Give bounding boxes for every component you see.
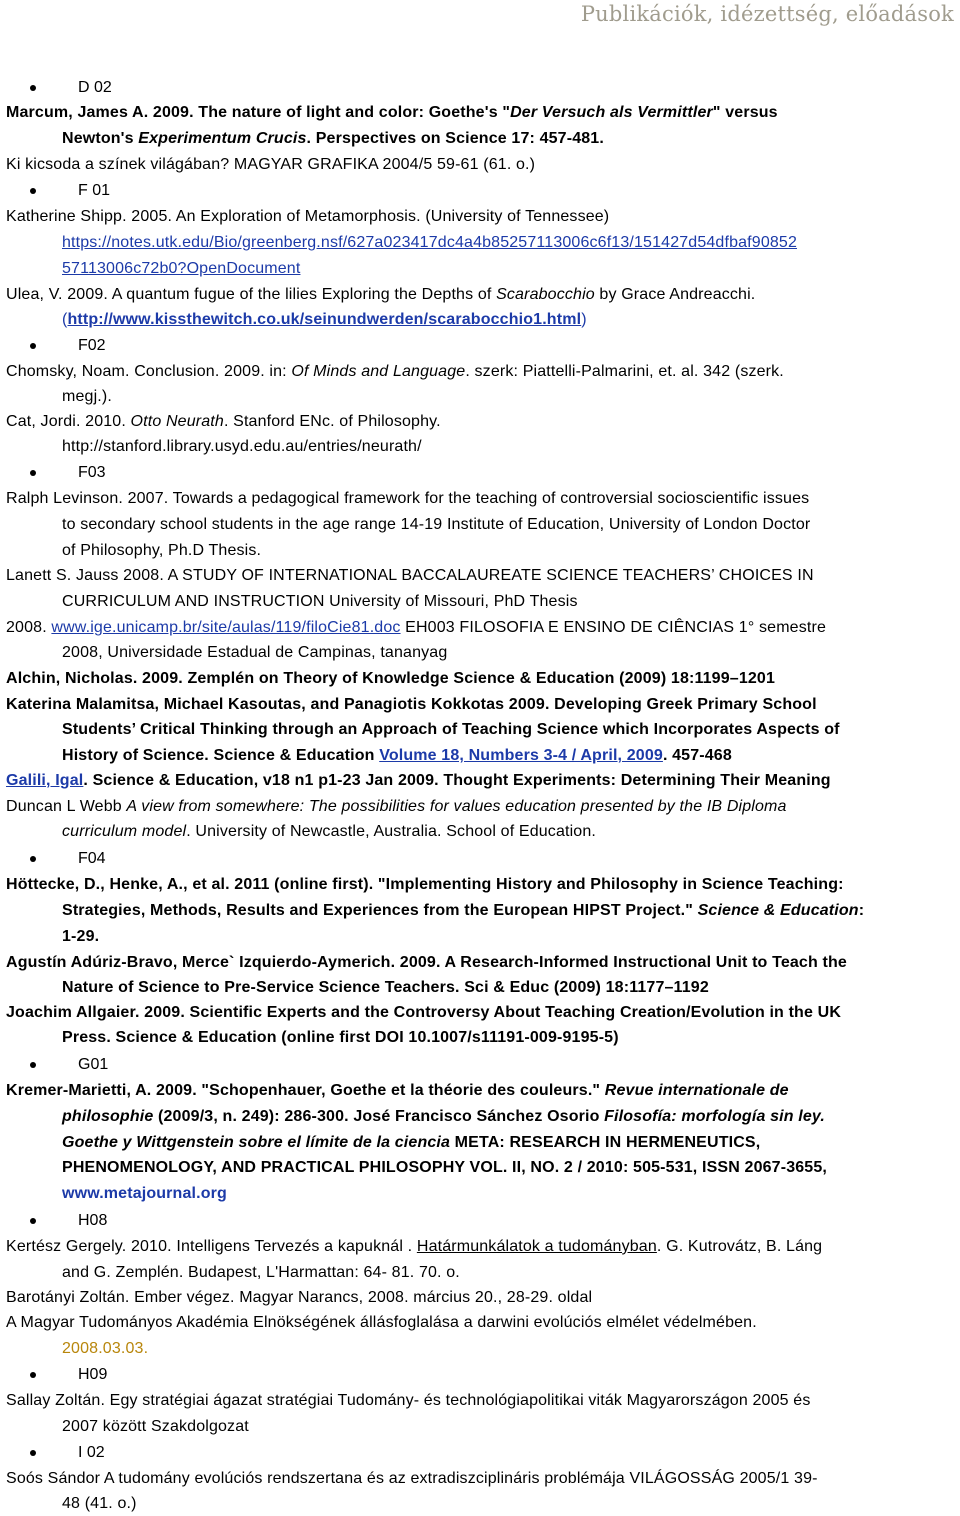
reference-line: Joachim Allgaier. 2009. Scientific Experts and the Controversy About Teaching Creation/Evolution in the UK	[6, 1004, 842, 1021]
reference-date: 2008.03.03.	[62, 1340, 149, 1357]
reference-line: (http://www.kissthewitch.co.uk/seinundwerden/scarabocchio1.html)	[62, 311, 587, 328]
reference-line: Chomsky, Noam. Conclusion. 2009. in: Of Minds and Language. szerk: Piattelli-Palmarini, et. al. 342 (szerk.	[6, 363, 784, 380]
bullet-label: G01	[78, 1056, 109, 1073]
bullet-label: H09	[78, 1366, 108, 1383]
bullet-icon	[30, 470, 36, 476]
reference-link[interactable]: Határmunkálatok a tudományban	[416, 1238, 657, 1255]
bullet-label: F03	[78, 464, 106, 481]
reference-line: Press. Science & Education (online first DOI 10.1007/s11191-009-9195-5)	[62, 1029, 619, 1046]
bullet-label: I 02	[78, 1444, 105, 1461]
reference-line: http://stanford.library.usyd.edu.au/entries/neurath/	[62, 438, 422, 455]
reference-line: Kertész Gergely. 2010. Intelligens Tervezés a kapuknál . Határmunkálatok a tudományban. G. Kutrovátz, B. Láng	[6, 1238, 823, 1255]
reference-line: Agustín Adúriz-Bravo, Merce` Izquierdo-Aymerich. 2009. A Research-Informed Instructional Unit to Teach the	[6, 954, 847, 971]
reference-link[interactable]: http://www.kissthewitch.co.uk/seinundwerden/scarabocchio1.html	[67, 311, 582, 328]
reference-line: Students’ Critical Thinking through an Approach of Teaching Science which Incorporates Aspects of	[62, 721, 840, 738]
reference-line: Cat, Jordi. 2010. Otto Neurath. Stanford ENc. of Philosophy.	[6, 413, 441, 430]
bullet-icon	[30, 343, 36, 349]
reference-link[interactable]: Galili, Igal	[6, 772, 84, 789]
bullet-label: F04	[78, 850, 106, 867]
bullet-icon	[30, 1450, 36, 1456]
reference-line: Ralph Levinson. 2007. Towards a pedagogical framework for the teaching of controversial socioscientific issues	[6, 490, 810, 507]
reference-line: 48 (41. o.)	[62, 1495, 137, 1512]
reference-line: philosophie (2009/3, n. 249): 286-300. José Francisco Sánchez Osorio Filosofía: morfología sin ley.	[62, 1108, 825, 1125]
bullet-label: F 01	[78, 182, 111, 199]
bullet-icon	[30, 1218, 36, 1224]
reference-line: Galili, Igal. Science & Education, v18 n1 p1-23 Jan 2009. Thought Experiments: Determining Their Meaning	[6, 772, 831, 789]
reference-line: Katerina Malamitsa, Michael Kasoutas, and Panagiotis Kokkotas 2009. Developing Greek Primary School	[6, 696, 817, 713]
reference-line: of Philosophy, Ph.D Thesis.	[62, 542, 262, 559]
reference-line: 2008. www.ige.unicamp.br/site/aulas/119/filoCie81.doc EH003 FILOSOFIA E ENSINO DE CIÊNCIAS 1° semestre	[6, 619, 826, 636]
page-header-title: Publikációk, idézettség, előadások	[580, 2, 954, 26]
reference-line: PHENOMENOLOGY, AND PRACTICAL PHILOSOPHY VOL. II, NO. 2 / 2010: 505-531, ISSN 2067-3655,	[62, 1159, 827, 1176]
bullet-label: F02	[78, 337, 106, 354]
bullet-icon	[30, 1062, 36, 1068]
reference-line: Kremer-Marietti, A. 2009. "Schopenhauer, Goethe et la théorie des couleurs." Revue internationale de	[6, 1082, 789, 1099]
reference-line: 1-29.	[62, 928, 100, 945]
bullet-icon	[30, 856, 36, 862]
bullet-icon	[30, 1372, 36, 1378]
reference-line: History of Science. Science & Education Volume 18, Numbers 3-4 / April, 2009. 457-468	[62, 747, 732, 764]
bullet-label: D 02	[78, 79, 112, 96]
reference-line: Ulea, V. 2009. A quantum fugue of the lilies Exploring the Depths of Scarabocchio by Grace Andreacchi.	[6, 286, 756, 303]
reference-line: Ki kicsoda a színek világában? MAGYAR GRAFIKA 2004/5 59-61 (61. o.)	[6, 156, 536, 173]
reference-line: Nature of Science to Pre-Service Science Teachers. Sci & Educ (2009) 18:1177–1192	[62, 979, 709, 996]
reference-line: Soós Sándor A tudomány evolúciós rendszertana és az extradiszciplináris problémája VILÁGOSSÁG 2005/1 39-	[6, 1470, 818, 1487]
reference-link[interactable]: 57113006c72b0?OpenDocument	[62, 260, 301, 277]
reference-line: Goethe y Wittgenstein sobre el límite de la ciencia META: RESEARCH IN HERMENEUTICS,	[62, 1134, 761, 1151]
reference-line: A Magyar Tudományos Akadémia Elnökségének állásfoglalása a darwini evolúciós elmélet védelmében.	[6, 1314, 757, 1331]
reference-line: to secondary school students in the age range 14-19 Institute of Education, University of London Doctor	[62, 516, 811, 533]
reference-line: Newton's Experimentum Crucis. Perspectives on Science 17: 457-481.	[62, 130, 604, 147]
reference-link[interactable]: https://notes.utk.edu/Bio/greenberg.nsf/627a023417dc4a4b85257113006c6f13/151427d54dfbaf90852	[62, 234, 798, 251]
reference-line: Katherine Shipp. 2005. An Exploration of Metamorphosis. (University of Tennessee)	[6, 208, 610, 225]
bullet-label: H08	[78, 1212, 108, 1229]
reference-line: Strategies, Methods, Results and Experiences from the European HIPST Project." Science & Education:	[62, 902, 865, 919]
reference-line: and G. Zemplén. Budapest, L'Harmattan: 64- 81. 70. o.	[62, 1264, 460, 1281]
reference-line: Marcum, James A. 2009. The nature of light and color: Goethe's "Der Versuch als Vermittler" versus	[6, 104, 778, 121]
bullet-icon	[30, 188, 36, 194]
reference-link[interactable]: www.ige.unicamp.br/site/aulas/119/filoCie81.doc	[51, 619, 401, 636]
reference-line: Duncan L Webb A view from somewhere: The possibilities for values education presented by the IB Diploma	[6, 798, 787, 815]
reference-link[interactable]: Volume 18, Numbers 3-4 / April, 2009	[379, 747, 663, 764]
reference-line: curriculum model. University of Newcastle, Australia. School of Education.	[62, 823, 596, 840]
reference-line: Alchin, Nicholas. 2009. Zemplén on Theory of Knowledge Science & Education (2009) 18:1199–1201	[6, 670, 776, 687]
reference-line: 2008, Universidade Estadual de Campinas, tananyag	[62, 644, 448, 661]
reference-line: CURRICULUM AND INSTRUCTION University of Missouri, PhD Thesis	[62, 593, 578, 610]
reference-line: megj.).	[62, 388, 112, 405]
bullet-icon	[30, 85, 36, 91]
reference-line: Lanett S. Jauss 2008. A STUDY OF INTERNATIONAL BACCALAUREATE SCIENCE TEACHERS’ CHOICES IN	[6, 567, 814, 584]
reference-line: 2007 között Szakdolgozat	[62, 1418, 249, 1435]
reference-line: Barotányi Zoltán. Ember végez. Magyar Narancs, 2008. március 20., 28-29. oldal	[6, 1289, 593, 1306]
reference-line: Höttecke, D., Henke, A., et al. 2011 (online first). "Implementing History and Philosophy in Science Teaching:	[6, 876, 844, 893]
reference-link[interactable]: www.metajournal.org	[62, 1185, 227, 1202]
reference-line: Sallay Zoltán. Egy stratégiai ágazat stratégiai Tudomány- és technológiapolitikai viták Magyarországon 2005 és	[6, 1392, 811, 1409]
